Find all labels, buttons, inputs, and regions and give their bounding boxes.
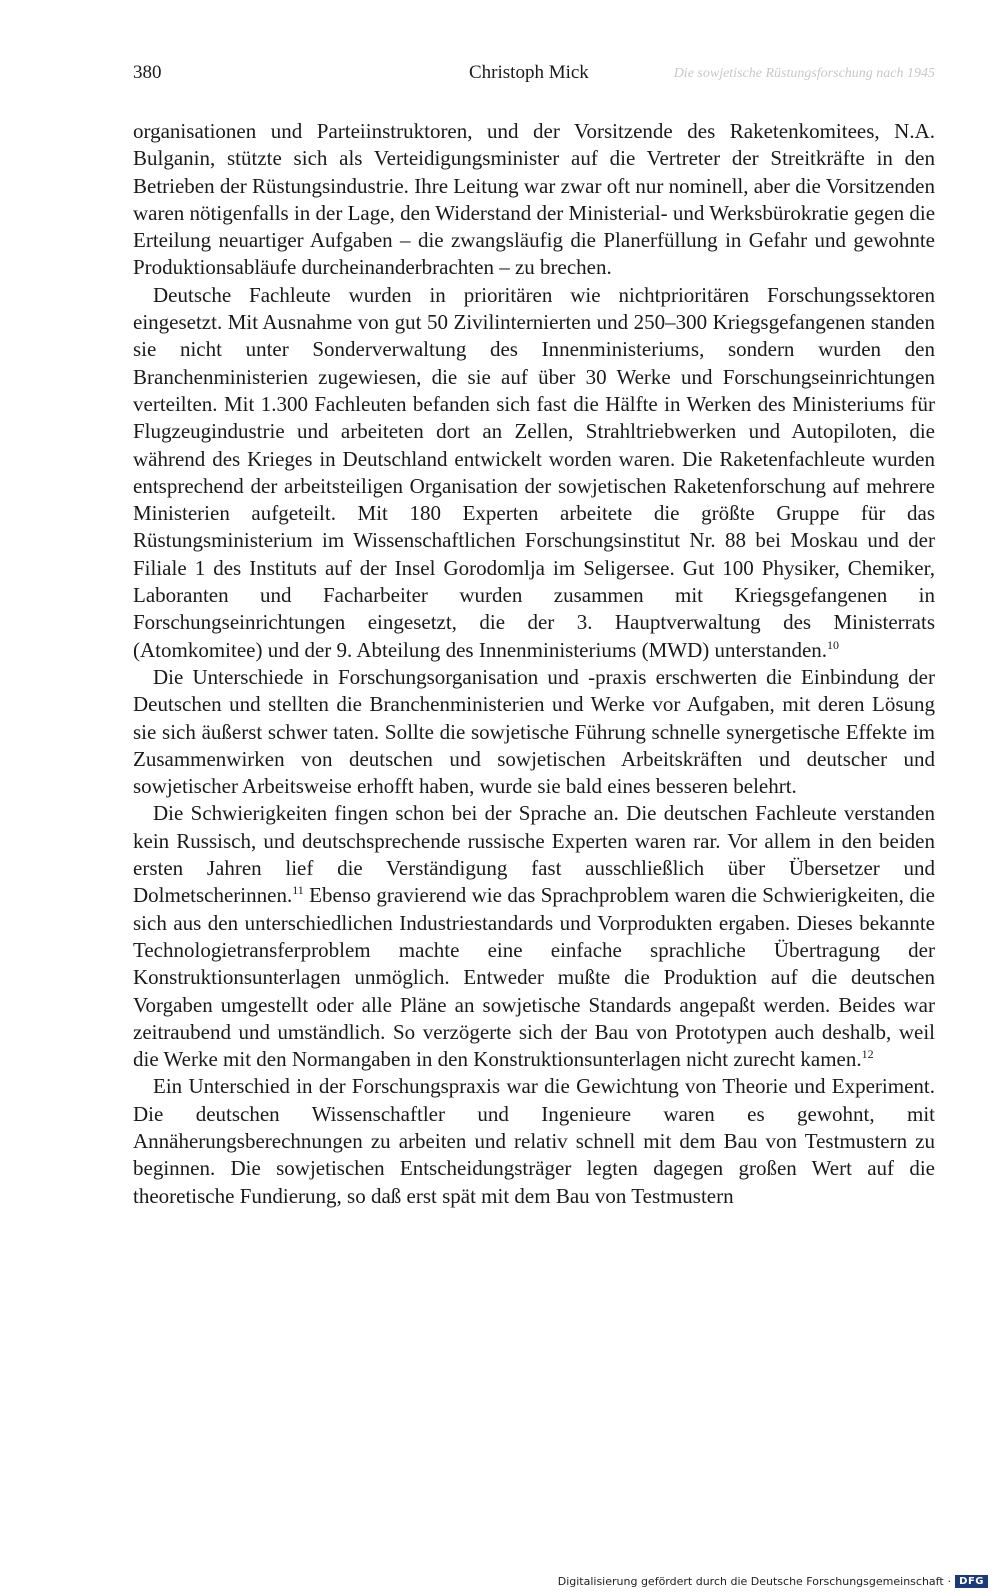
dfg-logo-icon: DFG xyxy=(955,1575,988,1588)
paragraph-1 xyxy=(133,118,935,282)
paragraph-text: Ein Unterschied in der Forschungspraxis war die Gewichtung von Theorie und Experiment. Die deutschen Wissenschaftler und Ingenieure waren es gewohnt, mit Annäherungsberechnungen zu arbeiten und relativ schnell mit dem Bau von Testmustern zu beginnen. Die sowjetischen Entscheidungsträger legten dagegen großen Wert auf die theoretische Fundierung, so daß erst spät mit dem Bau von Testmustern xyxy=(133,1074,935,1208)
bleed-through-text: Die sowjetische Rüstungsforschung nach 1945 xyxy=(673,66,935,81)
body-text xyxy=(133,118,935,1210)
paragraph-4 xyxy=(133,800,935,1073)
paragraph-text: Deutsche Fachleute wurden in prioritären wie nichtprioritären Forschungssektoren eingesetzt. Mit Ausnahme von gut 50 Zivilinternierten und 250–300 Kriegsgefangenen standen sie nicht unter Sonderverwaltung des Innenministeriums, sondern wurden den Branchenministerien zugewiesen, die sie auf über 30 Werke und Forschungseinrichtungen verteilten. Mit 1.300 Fachleuten befanden sich fast die Hälfte in Werken des Ministeriums für Flugzeugindustrie und arbeiteten dort an Zellen, Strahltriebwerken und Autopiloten, die während des Krieges in Deutschland entwickelt worden waren. Die Raketenfachleute wurden entsprechend der arbeitsteiligen Organisation der sowjetischen Raketenforschung auf mehrere Ministerien aufgeteilt. Mit 180 Experten arbeitete die größte Gruppe für das Rüstungsministerium im Wissenschaftlichen Forschungsinstitut Nr. 88 bei Moskau und der Filiale 1 des Instituts auf der Insel Gorodomlja im Seligersee. Gut 100 Physiker, Chemiker, Laboranten und Facharbeiter wurden zusammen mit Kriegsgefangenen in Forschungseinrichtungen eingesetzt, die der 3. Hauptverwaltung des Ministerrats (Atomkomitee) und der 9. Abteilung des Innenministeriums (MWD) unterstanden. xyxy=(133,282,935,662)
paragraph-2 xyxy=(133,282,935,664)
paragraph-text: Die Unterschiede in Forschungsorganisation und -praxis erschwerten die Einbindung der Deutschen und stellten die Branchenministerien und Werke vor Aufgaben, mit deren Lösung sie sich äußerst schwer taten. Sollte die sowjetische Führung schnelle synergetische Effekte im Zusammenwirken von deutschen und sowjetischen Arbeitskräften und deutscher und sowjetischer Arbeitsweise erhofft haben, wurde sie bald eines besseren belehrt. xyxy=(133,664,935,799)
paragraph-5 xyxy=(133,1073,935,1209)
footnote-marker: 10 xyxy=(827,637,840,652)
paragraph-text: organisationen und Parteiinstruktoren, und der Vorsitzende des Raketenkomitees, N.A. Bulganin, stützte sich als Verteidigungsminister auf die Vertreter der Streitkräfte in den Betrieben der Rüstungsindustrie. Ihre Leitung war zwar oft nur nominell, aber die Vorsitzenden waren nötigenfalls in der Lage, den Widerstand der Ministerial- und Werksbürokratie gegen die Erteilung neuartiger Aufgaben – die zwangsläufig die Planerfüllung in Gefahr und gewohnte Produktionsabläufe durcheinanderbrachten – zu brechen. xyxy=(133,119,936,280)
paragraph-3 xyxy=(133,664,935,800)
footer-text: Digitalisierung gefördert durch die Deutsche Forschungsgemeinschaft xyxy=(557,1575,944,1588)
page-number: 380 xyxy=(133,62,162,83)
page-header xyxy=(133,62,935,92)
paragraph-text: Die Schwierigkeiten fingen schon bei der Sprache an. Die deutschen Fachleute verstanden kein Russisch, und deutschsprechende russische Experten waren rar. Vor allem in den beiden ersten Jahren lief die Verständigung fast ausschließlich über Übersetzer und Dolmetscherinnen. xyxy=(133,801,935,908)
paragraph-text-continued: Ebenso gravierend wie das Sprachproblem waren die Schwierigkeiten, die sich aus den unterschiedlichen Industriestandards und Vorprodukten ergaben. Dieses bekannte Technologietransferproblem machte eine einfache sprachliche Übertragung der Konstruktionsunterlagen unmöglich. Entweder mußte die Produktion auf die deutschen Vorgaben umgestellt oder alle Pläne an sowjetische Standards angepaßt werden. Beides war zeitraubend und umständlich. So verzögerte sich der Bau von Prototypen auch deshalb, weil die Werke mit den Normangaben in den Konstruktionsunterlagen nicht zurecht kamen. xyxy=(133,883,935,1072)
footnote-marker: 11 xyxy=(292,883,304,898)
digitization-footer: Digitalisierung gefördert durch die Deutsche Forschungsgemeinschaft · DFG xyxy=(558,1575,988,1588)
footnote-marker: 12 xyxy=(861,1047,874,1062)
running-head: Christoph Mick xyxy=(469,62,589,83)
